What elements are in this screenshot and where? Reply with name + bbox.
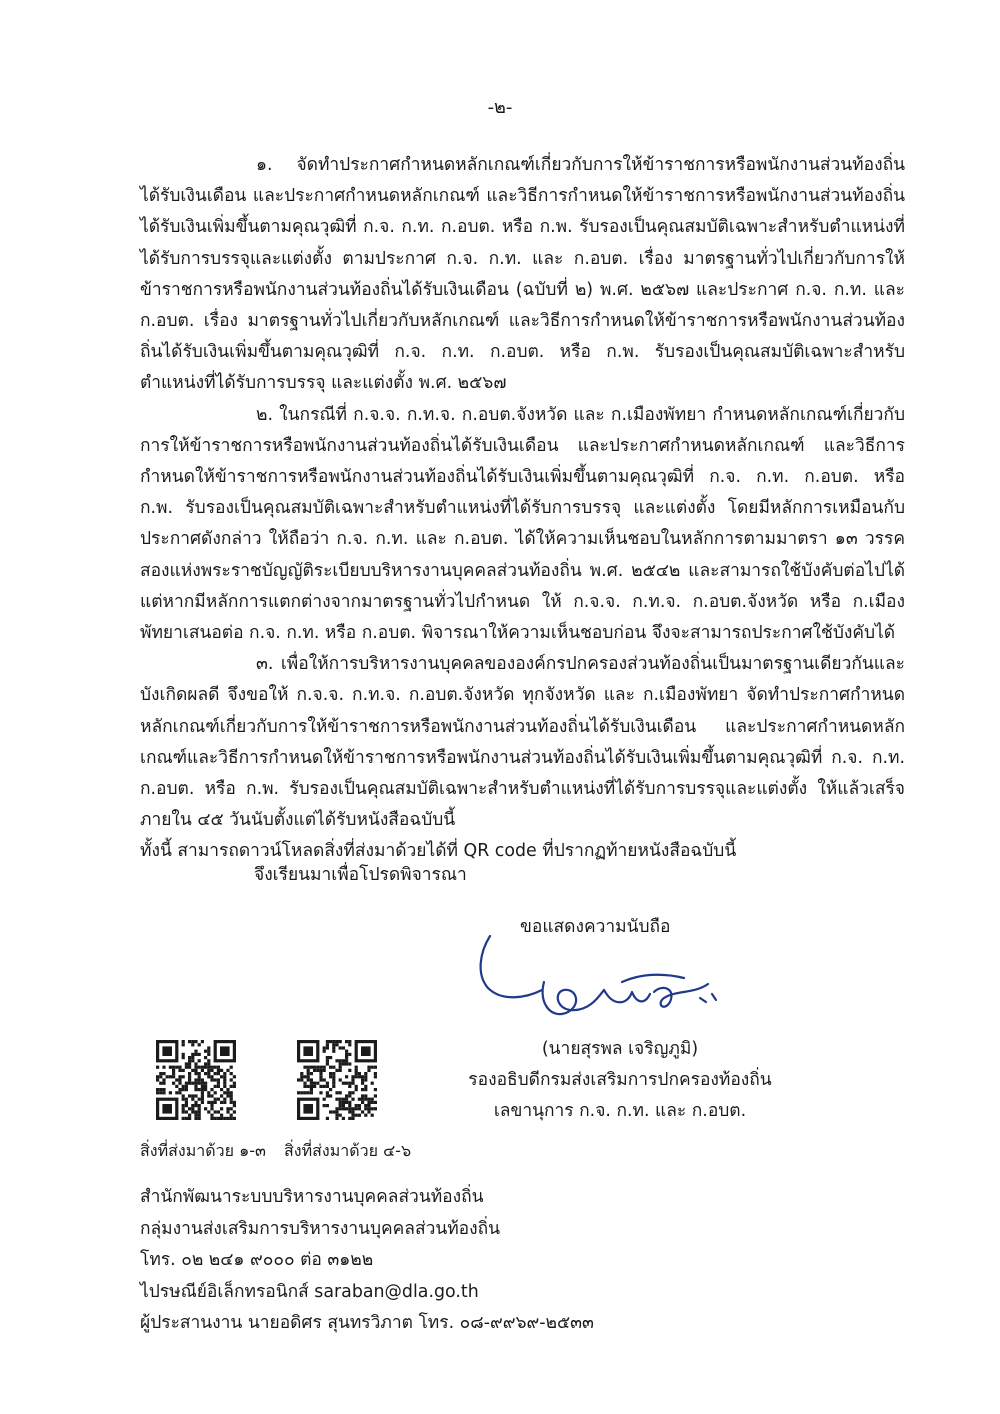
contact-footer bbox=[140, 1182, 594, 1340]
footer-coordinator: ผู้ประสานงาน นายอดิศร สุนทรวิภาต โทร. ๐๘-๙๙๖๙-๒๕๓๓ bbox=[140, 1313, 594, 1333]
closing-line: จึงเรียนมาเพื่อโปรดพิจารณา bbox=[254, 865, 467, 885]
attachment-caption-2: สิ่งที่ส่งมาด้วย ๔-๖ bbox=[284, 1141, 412, 1160]
signer-position: รองอธิบดีกรมส่งเสริมการปกครองท้องถิ่น bbox=[468, 1070, 772, 1090]
paragraph-1: ๑. จัดทำประกาศกำหนดหลักเกณฑ์เกี่ยวกับการให้ข้าราชการหรือพนักงานส่วนท้องถิ่นได้รับเงินเดือน และประกาศกำหนดหลักเกณฑ์ และวิธีการกำหนดให้ข้าราชการหรือพนักงานส่วนท้องถิ่นได้รับเงินเพิ่มขึ้นตามคุณวุฒิที่ ก.จ. ก.ท. ก.อบต. หรือ ก.พ. รับรองเป็นคุณสมบัติเฉพาะสำหรับตำแหน่งที่ได้รับการบรรจุและแต่งตั้ง ตามประกาศ ก.จ. ก.ท. และ ก.อบต. เรื่อง มาตรฐานทั่วไปเกี่ยวกับการให้ข้าราชการหรือพนักงานส่วนท้องถิ่นได้รับเงินเดือน (ฉบับที่ ๒) พ.ศ. ๒๕๖๗ และประกาศ ก.จ. ก.ท. และ ก.อบต. เรื่อง มาตรฐานทั่วไปเกี่ยวกับหลักเกณฑ์ และวิธีการกำหนดให้ข้าราชการหรือพนักงานส่วนท้องถิ่นได้รับเงินเพิ่มขึ้นตามคุณวุฒิที่ ก.จ. ก.ท. ก.อบต. หรือ ก.พ. รับรองเป็นคุณสมบัติเฉพาะสำหรับตำแหน่งที่ได้รับการบรรจุ และแต่งตั้ง พ.ศ. ๒๕๖๗ bbox=[140, 155, 905, 394]
qr-code-icon bbox=[156, 1032, 236, 1128]
footer-office: สำนักพัฒนาระบบบริหารงานบุคคลส่วนท้องถิ่น bbox=[140, 1187, 484, 1207]
page-number: -๒- bbox=[487, 97, 513, 118]
handwritten-signature bbox=[472, 932, 732, 1032]
regards-line: ขอแสดงความนับถือ bbox=[520, 917, 671, 937]
footer-email[interactable]: ไปรษณีย์อิเล็กทรอนิกส์ saraban@dla.go.th bbox=[140, 1281, 479, 1302]
attachment-caption-1: สิ่งที่ส่งมาด้วย ๑-๓ bbox=[140, 1141, 266, 1160]
paragraph-2: ๒. ในกรณีที่ ก.จ.จ. ก.ท.จ. ก.อบต.จังหวัด และ ก.เมืองพัทยา กำหนดหลักเกณฑ์เกี่ยวกับการให้ข้าราชการหรือพนักงานส่วนท้องถิ่นได้รับเงินเดือน และประกาศกำหนดหลักเกณฑ์ และวิธีการกำหนดให้ข้าราชการหรือพนักงานส่วนท้องถิ่นได้รับเงินเพิ่มขึ้นตามคุณวุฒิที่ ก.จ. ก.ท. ก.อบต. หรือ ก.พ. รับรองเป็นคุณสมบัติเฉพาะสำหรับตำแหน่งที่ได้รับการบรรจุ และแต่งตั้ง โดยมีหลักการเหมือนกับประกาศดังกล่าว ให้ถือว่า ก.จ. ก.ท. และ ก.อบต. ได้ให้ความเห็นชอบในหลักการตามมาตรา ๑๓ วรรคสองแห่งพระราชบัญญัติระเบียบบริหารงานบุคคลส่วนท้องถิ่น พ.ศ. ๒๕๔๒ และสามารถใช้บังคับต่อไปได้ แต่หากมีหลักการแตกต่างจากมาตรฐานทั่วไปกำหนด ให้ ก.จ.จ. ก.ท.จ. ก.อบต.จังหวัด หรือ ก.เมืองพัทยาเสนอต่อ ก.จ. ก.ท. หรือ ก.อบต. พิจารณาให้ความเห็นชอบก่อน จึงจะสามารถประกาศใช้บังคับได้ bbox=[140, 404, 905, 644]
footer-phone: โทร. ๐๒ ๒๔๑ ๙๐๐๐ ต่อ ๓๑๒๒ bbox=[140, 1250, 374, 1270]
letter-body bbox=[140, 150, 905, 868]
signer-secretary: เลขานุการ ก.จ. ก.ท. และ ก.อบต. bbox=[493, 1101, 747, 1121]
qr-code-attachment-2[interactable] bbox=[297, 1032, 377, 1128]
paragraph-3: ๓. เพื่อให้การบริหารงานบุคคลขององค์กรปกครองส่วนท้องถิ่นเป็นมาตรฐานเดียวกันและบังเกิดผลดี จึงขอให้ ก.จ.จ. ก.ท.จ. ก.อบต.จังหวัด ทุกจังหวัด และ ก.เมืองพัทยา จัดทำประกาศกำหนดหลักเกณฑ์เกี่ยวกับการให้ข้าราชการหรือพนักงานส่วนท้องถิ่นได้รับเงินเดือน และประกาศกำหนดหลักเกณฑ์และวิธีการกำหนดให้ข้าราชการหรือพนักงานส่วนท้องถิ่นได้รับเงินเพิ่มขึ้นตามคุณวุฒิที่ ก.จ. ก.ท. ก.อบต. หรือ ก.พ. รับรองเป็นคุณสมบัติเฉพาะสำหรับตำแหน่งที่ได้รับการบรรจุและแต่งตั้ง ให้แล้วเสร็จภายใน ๔๕ วันนับตั้งแต่ได้รับหนังสือฉบับนี้ bbox=[140, 654, 905, 831]
signer-name: (นายสุรพล เจริญภูมิ) bbox=[541, 1039, 699, 1059]
signer-details bbox=[440, 1034, 800, 1127]
footer-division: กลุ่มงานส่งเสริมการบริหารงานบุคคลส่วนท้องถิ่น bbox=[140, 1218, 501, 1239]
qr-code-attachment-1[interactable] bbox=[156, 1032, 236, 1128]
qr-note: ทั้งนี้ สามารถดาวน์โหลดสิ่งที่ส่งมาด้วยได้ที่ QR code ที่ปรากฏท้ายหนังสือฉบับนี้ bbox=[140, 841, 737, 862]
qr-code-icon bbox=[297, 1032, 377, 1128]
